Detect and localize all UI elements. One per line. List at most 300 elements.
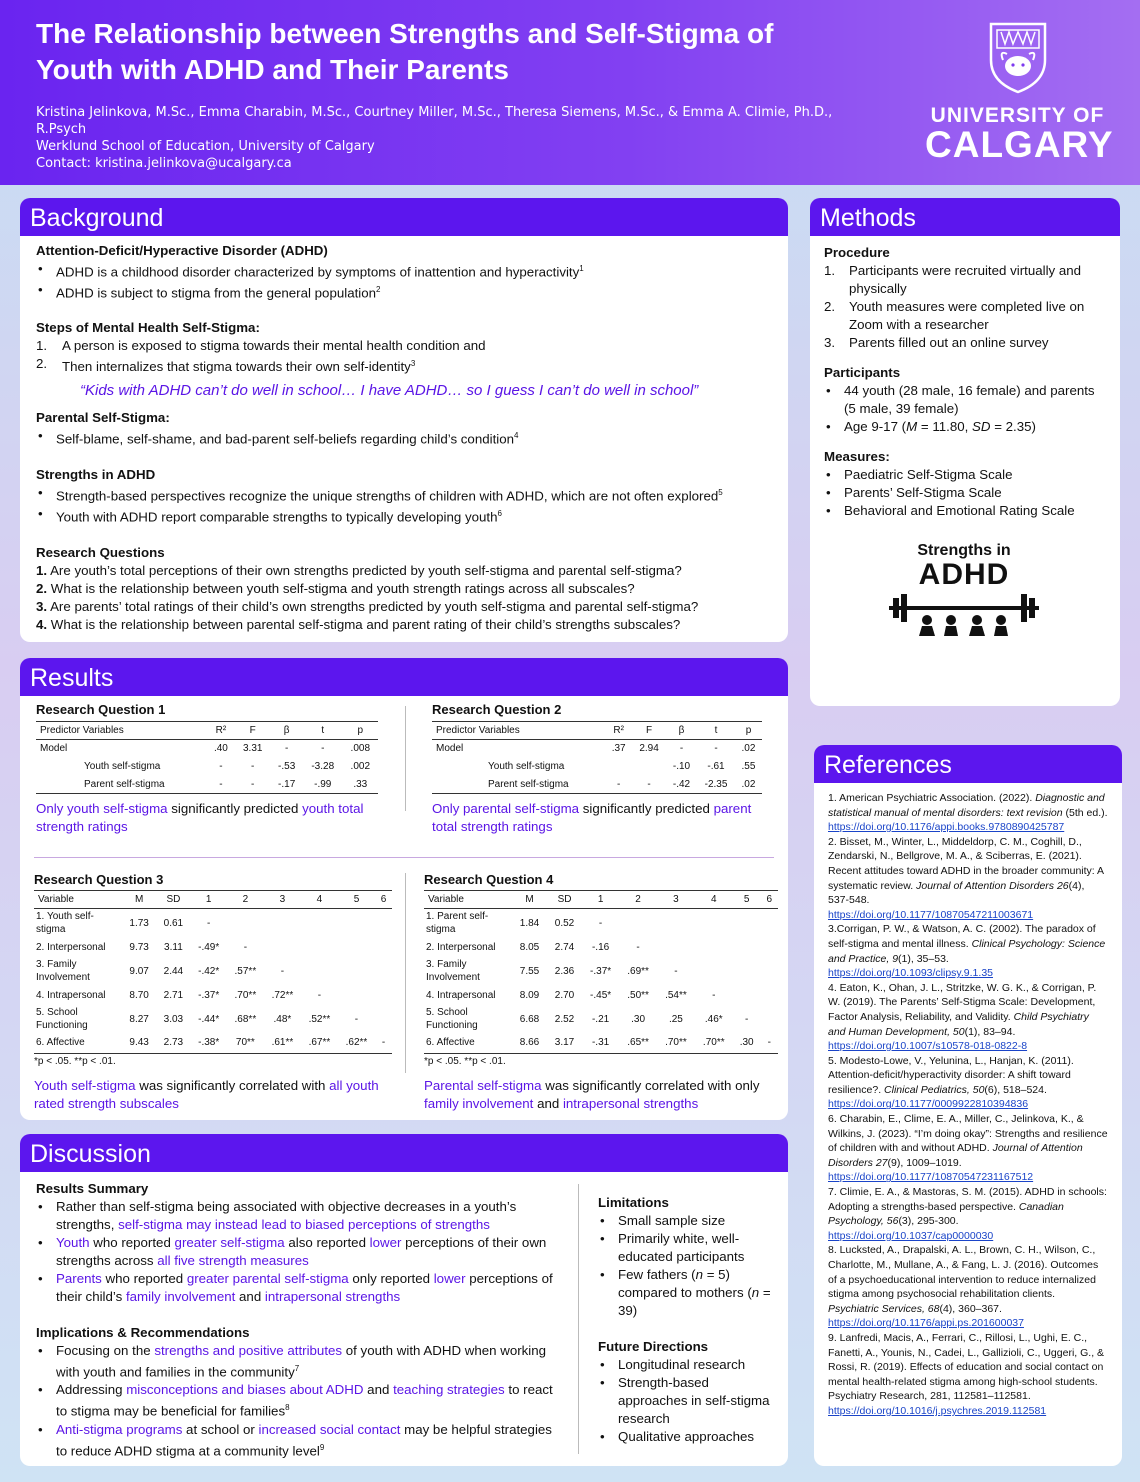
table-cell: .55 bbox=[741, 761, 756, 772]
reference-link[interactable]: https://doi.org/10.1093/clipsy.9.1.35 bbox=[828, 967, 993, 980]
table-cell bbox=[375, 1005, 392, 1033]
table-row bbox=[432, 758, 762, 776]
table-header-cell: t bbox=[303, 722, 343, 740]
background-heading: Background bbox=[20, 198, 788, 236]
table-header-cell: F bbox=[235, 722, 270, 740]
table-cell: - bbox=[714, 743, 718, 755]
table-header-cell: p bbox=[343, 722, 378, 740]
table-row bbox=[36, 776, 378, 794]
table-cell bbox=[301, 909, 338, 938]
table-cell: - bbox=[317, 989, 322, 1001]
table-cell: .62** bbox=[345, 1037, 368, 1049]
table-cell bbox=[375, 957, 392, 985]
table-cell: 7.55 bbox=[519, 965, 540, 977]
table-row bbox=[424, 937, 778, 957]
table-cell bbox=[657, 909, 695, 938]
table-cell bbox=[761, 937, 778, 957]
reference-item: 4. Eaton, K., Ohan, J. L., Stritzke, W. G. K., & Corrigan, P. W. (2019). The Parents’ Self-Stigma Scale: Development, Factor Analysis, Reliability, and Validity. Child Psychiatry and Human Development, 50(1), 83–94. https://doi.org/10.1007/s10578-018-0822-8 bbox=[828, 981, 1097, 1053]
contact: Contact: kristina.jelinkova@ucalgary.ca bbox=[36, 156, 292, 171]
table-row bbox=[34, 985, 392, 1005]
table-cell: .54** bbox=[665, 989, 687, 1001]
table-header-cell: R² bbox=[605, 722, 632, 740]
rq1-summary: Only youth self-stigma significantly predicted youth total strength ratings bbox=[36, 801, 364, 834]
table-cell bbox=[761, 909, 778, 938]
table-cell: - bbox=[284, 743, 289, 755]
table-cell: -.42* bbox=[198, 965, 220, 977]
table-cell: - bbox=[647, 778, 651, 790]
reference-item: 3.Corrigan, P. W., & Watson, A. C. (2002). The paradox of self-stigma and mental illness. Clinical Psychology: Science and Practice, 9(1), 35–53. https://doi.org/10.1093/clipsy.9.1.35 bbox=[828, 923, 1106, 980]
table-cell: .52** bbox=[308, 1013, 331, 1025]
list-item: • ADHD is a childhood disorder characterized by symptoms of inattention and hyperactivity$^1$ bbox=[36, 260, 772, 281]
rq1-block bbox=[36, 702, 388, 836]
logo-line2: ADHD bbox=[918, 558, 1010, 591]
rq3-summary: Youth self-stigma was significantly correlated with all youth rated strength subscales bbox=[34, 1077, 379, 1111]
table-cell: - bbox=[381, 1037, 386, 1049]
table-cell: .61** bbox=[271, 1037, 294, 1049]
affiliation: Werklund School of Education, University of Calgary bbox=[36, 139, 375, 154]
table-cell: .002 bbox=[350, 761, 371, 772]
table-cell: - bbox=[598, 917, 603, 929]
table-cell: - bbox=[207, 917, 211, 929]
rq4-block bbox=[424, 872, 784, 1113]
table-header-row bbox=[424, 891, 778, 909]
list-item: • Behavioral and Emotional Rating Scale bbox=[824, 502, 1104, 520]
table-header-cell: 5 bbox=[733, 891, 761, 909]
table-cell: .46* bbox=[704, 1013, 723, 1025]
table-cell bbox=[605, 758, 632, 776]
table-row bbox=[36, 758, 378, 776]
table-row bbox=[36, 740, 378, 758]
references-heading: References bbox=[814, 745, 1122, 783]
table-cell bbox=[733, 909, 761, 938]
reference-item: 8. Lucksted, A., Drapalski, A. L., Brown, C. H., Wilson, C., Charlotte, M., Mullane, A., & Fang, L. J. (2016). Outcomes of a psychoeducational intervention to reduce internalized stigma among psychosocial rehabilitation clients. Psychiatric Services, 68(4), 360–367. https://doi.org/10.1176/appi.ps.201600037 bbox=[828, 1244, 1099, 1330]
table-cell: 5. School Functioning bbox=[36, 1007, 88, 1031]
rq2-block bbox=[432, 702, 772, 836]
reference-item: 5. Modesto-Lowe, V., Yelunina, L., Hanjan, K. (2011). Attention-deficit/hyperactivity disorder: A shift toward resilience?. Clinical Pediatrics, 50(6), 518–524. https://doi.org/10.1177/0009922810394836 bbox=[828, 1054, 1074, 1111]
table-cell: - bbox=[280, 965, 285, 977]
rq1-title: Research Question 1 bbox=[36, 702, 166, 717]
table-header-row bbox=[34, 891, 392, 909]
university-name-line1: UNIVERSITY OF bbox=[930, 104, 1105, 127]
table-cell: .57** bbox=[234, 965, 257, 977]
list-item: • Parents’ Self-Stigma Scale bbox=[824, 484, 1104, 502]
list-item: • Small sample size bbox=[598, 1212, 780, 1230]
table-header-row bbox=[432, 722, 762, 740]
research-question: 3. Are parents’ total ratings of their child’s own strengths predicted by youth self-stigma and parental self-stigma? bbox=[36, 598, 699, 614]
rq3-table bbox=[34, 890, 392, 1054]
table-cell: 8.66 bbox=[519, 1037, 540, 1049]
table-cell: .40 bbox=[213, 743, 228, 755]
table-cell: 6.68 bbox=[519, 1013, 540, 1025]
strengths-title: Strengths in ADHD bbox=[36, 466, 156, 482]
table-cell: - bbox=[251, 761, 255, 772]
table-header-cell: p bbox=[735, 722, 762, 740]
table-row bbox=[34, 909, 392, 938]
table-cell: .70** bbox=[234, 989, 257, 1001]
research-questions-title: Research Questions bbox=[36, 544, 165, 560]
table-row bbox=[424, 909, 778, 938]
table-cell: .30 bbox=[631, 1013, 646, 1025]
divider bbox=[405, 706, 406, 811]
rq4-table bbox=[424, 890, 778, 1054]
table-cell: 9.73 bbox=[129, 941, 149, 953]
table-row bbox=[432, 776, 762, 794]
table-cell: - bbox=[679, 743, 684, 755]
table-cell bbox=[375, 909, 392, 938]
table-cell: -.10 bbox=[672, 761, 691, 772]
table-header-cell: 1 bbox=[582, 891, 619, 909]
poster-header bbox=[0, 0, 1140, 185]
divider bbox=[578, 1184, 579, 1454]
table-cell: .33 bbox=[353, 778, 368, 790]
table-header-cell: F bbox=[632, 722, 666, 740]
list-item: • Longitudinal research bbox=[598, 1356, 780, 1374]
rq3-block bbox=[34, 872, 396, 1113]
table-cell: 2.44 bbox=[163, 965, 184, 977]
table-header-cell: Predictor Variables bbox=[36, 722, 207, 740]
table-cell: 5. School Functioning bbox=[426, 1007, 478, 1031]
reference-link[interactable]: https://doi.org/10.1177/10870547231167512 bbox=[828, 1171, 1034, 1184]
rq4-note: *p < .05. **p < .01. bbox=[424, 1055, 506, 1067]
table-row bbox=[424, 985, 778, 1005]
table-header-cell: Variable bbox=[424, 891, 512, 909]
table-cell: -.44* bbox=[198, 1013, 220, 1025]
list-item: • Self-blame, self-shame, and bad-parent self-beliefs regarding child’s condition$^4$ bbox=[36, 427, 772, 448]
table-cell: Parent self-stigma bbox=[488, 778, 569, 790]
list-item: • Primarily white, well-educated participants bbox=[598, 1230, 780, 1266]
reference-link[interactable]: https://doi.org/10.1176/appi.ps.201600037 bbox=[828, 1317, 1024, 1330]
adhd-title: Attention-Deficit/Hyperactive Disorder (ADHD) bbox=[36, 243, 328, 258]
table-cell: -.45* bbox=[590, 989, 612, 1001]
future-directions-title: Future Directions bbox=[598, 1339, 709, 1354]
table-cell: .72** bbox=[271, 989, 294, 1001]
discussion-panel bbox=[20, 1134, 788, 1466]
quote: “Kids with ADHD can’t do well in school… I have ADHD… so I guess I can’t do well in school” bbox=[80, 382, 699, 400]
table-cell: - bbox=[712, 989, 716, 1001]
list-item: • Qualitative approaches bbox=[598, 1428, 780, 1446]
list-item: • Anti-stigma programs at school or increased social contact may be helpful strategies to reduce ADHD stigma at a community level$^9$ bbox=[36, 1421, 554, 1460]
table-cell bbox=[733, 937, 761, 957]
table-header-cell: 4 bbox=[695, 891, 733, 909]
list-item: • Rather than self-stigma being associated with objective decreases in a youth’s strengths, self-stigma may instead lead to biased perceptions of strengths bbox=[36, 1198, 554, 1234]
table-cell: - bbox=[219, 778, 223, 790]
rq4-title: Research Question 4 bbox=[424, 872, 554, 887]
table-cell bbox=[619, 909, 657, 938]
table-cell bbox=[733, 957, 761, 985]
reference-item: 6. Charabin, E., Clime, E. A., Miller, C., Jelinkova, K., & Wilkins, J. (2023). “I’m doing okay”: Strengths and resilience of children with and without ADHD. Journal of Attention Disorders 27(9), 1009–1019. https://doi.org/10.1177/10870547231167512 bbox=[828, 1113, 1108, 1184]
table-cell: 2.52 bbox=[554, 1013, 575, 1025]
table-cell: -.42 bbox=[672, 778, 691, 790]
table-cell: 8.27 bbox=[129, 1013, 149, 1025]
table-cell: - bbox=[636, 941, 640, 953]
table-cell: 1. Youth self-stigma bbox=[36, 911, 94, 935]
table-row bbox=[424, 1005, 778, 1033]
table-cell bbox=[761, 1005, 778, 1033]
table-row bbox=[34, 1033, 392, 1053]
table-cell: 6. Affective bbox=[426, 1037, 475, 1049]
table-cell bbox=[227, 909, 264, 938]
table-cell bbox=[301, 957, 338, 985]
table-cell: -.31 bbox=[591, 1037, 610, 1049]
table-cell: .68** bbox=[234, 1013, 257, 1025]
table-header-cell: 1 bbox=[191, 891, 227, 909]
reference-link[interactable]: https://doi.org/10.1176/appi.books.9780890425787 bbox=[828, 821, 1065, 834]
reference-item: 9. Lanfredi, Macis, A., Ferrari, C., Rillosi, L., Ughi, E. C., Fanetti, A., Younis, N., Cadei, L., Gallizioli, C., Uggeri, G., & Rossi, R. (2019). Effects of education and social contact on mental health-related stigma among high-school students. Psychiatry Research, 281, 112581–112581. https://doi.org/10.1016/j.psychres.2019.112581 bbox=[828, 1331, 1105, 1417]
reference-link[interactable]: https://doi.org/10.1177/10870547211003671 bbox=[828, 908, 1034, 921]
table-cell bbox=[338, 957, 375, 985]
reference-link[interactable]: https://doi.org/10.1007/s10578-018-0822-8 bbox=[828, 1040, 1028, 1053]
table-cell: 6. Affective bbox=[36, 1037, 85, 1049]
table-row bbox=[424, 1033, 778, 1053]
table-cell: 0.52 bbox=[554, 917, 575, 929]
table-cell: -.53 bbox=[278, 761, 296, 772]
table-cell: 8.70 bbox=[129, 989, 149, 1001]
table-cell: 3.11 bbox=[164, 941, 183, 953]
table-cell bbox=[632, 758, 666, 776]
research-question: 2. What is the relationship between youth self-stigma and youth strength ratings across all subscales? bbox=[36, 580, 635, 596]
table-cell: 3. Family Involvement bbox=[426, 959, 480, 983]
table-header-cell: β bbox=[666, 722, 697, 740]
table-cell: - bbox=[243, 941, 248, 953]
list-item: • Strength-based approaches in self-stigma research bbox=[598, 1374, 780, 1428]
discussion-heading: Discussion bbox=[20, 1134, 788, 1172]
table-row bbox=[424, 957, 778, 985]
table-header-cell: t bbox=[697, 722, 735, 740]
list-item: 2. Youth measures were completed live on Zoom with a researcher bbox=[824, 299, 1085, 332]
table-header-cell: 5 bbox=[338, 891, 375, 909]
table-cell: 3.31 bbox=[242, 743, 263, 755]
table-header-cell: 6 bbox=[375, 891, 392, 909]
table-cell bbox=[338, 909, 375, 938]
measures-list bbox=[824, 466, 1104, 520]
table-header-cell: R² bbox=[207, 722, 235, 740]
table-cell: 2.71 bbox=[163, 989, 184, 1001]
list-item: 1. Participants were recruited virtually and physically bbox=[824, 263, 1082, 296]
table-cell: 9.43 bbox=[129, 1037, 149, 1049]
table-cell: .02 bbox=[741, 743, 756, 755]
table-cell bbox=[338, 937, 375, 957]
table-cell: .69** bbox=[627, 965, 649, 977]
table-row bbox=[34, 957, 392, 985]
list-item: • Youth who reported greater self-stigma also reported lower perceptions of their own strengths across all five strength measures bbox=[36, 1234, 554, 1270]
rq4-summary: Parental self-stigma was significantly correlated with only family involvement and intrapersonal strengths bbox=[424, 1077, 760, 1111]
table-cell bbox=[761, 957, 778, 985]
background-panel bbox=[20, 198, 788, 642]
logo-line1: Strengths in bbox=[917, 542, 1011, 559]
table-cell bbox=[375, 937, 392, 957]
table-cell bbox=[375, 985, 392, 1005]
table-header-cell: 4 bbox=[301, 891, 338, 909]
table-cell: Youth self-stigma bbox=[84, 761, 161, 772]
results-panel bbox=[20, 658, 788, 1120]
table-cell: -.16 bbox=[591, 941, 610, 953]
table-cell bbox=[733, 985, 761, 1005]
table-cell: .37 bbox=[611, 743, 626, 755]
table-cell: -.17 bbox=[278, 778, 296, 790]
table-cell: 1.73 bbox=[129, 917, 149, 929]
divider bbox=[405, 873, 406, 1073]
limitations-title: Limitations bbox=[598, 1195, 669, 1210]
table-cell: 2.70 bbox=[554, 989, 575, 1001]
table-cell: 2.36 bbox=[554, 965, 575, 977]
table-cell: 1.84 bbox=[519, 917, 540, 929]
table-cell bbox=[695, 909, 733, 938]
procedure-title: Procedure bbox=[824, 245, 890, 260]
list-item: • Focusing on the strengths and positive attributes of youth with ADHD when working with youth and families in the community$^7$ bbox=[36, 1342, 554, 1381]
steps-title: Steps of Mental Health Self-Stigma: bbox=[36, 319, 260, 335]
table-cell: - bbox=[616, 778, 621, 790]
table-cell: 2. Interpersonal bbox=[36, 941, 106, 953]
table-cell bbox=[264, 909, 301, 938]
parental-title: Parental Self-Stigma: bbox=[36, 410, 170, 426]
table-cell: 8.09 bbox=[519, 989, 540, 1001]
table-cell: -.61 bbox=[707, 761, 725, 772]
rq3-note: *p < .05. **p < .01. bbox=[34, 1055, 116, 1067]
table-cell: 2.74 bbox=[554, 941, 575, 953]
list-item: • Youth with ADHD report comparable strengths to typically developing youth$^6$ bbox=[36, 505, 772, 526]
list-item: • Few fathers (n = 5) compared to mothers (n = 39) bbox=[598, 1266, 780, 1320]
divider bbox=[34, 857, 774, 858]
list-item: 2. Then internalizes that stigma towards their own self-identity$^3$ bbox=[36, 355, 416, 375]
table-cell bbox=[761, 985, 778, 1005]
table-cell: 8.05 bbox=[519, 941, 540, 953]
table-header-row bbox=[36, 722, 378, 740]
table-cell: - bbox=[321, 743, 325, 755]
table-cell: -2.35 bbox=[704, 778, 728, 790]
table-header-cell: 3 bbox=[657, 891, 695, 909]
table-cell bbox=[301, 937, 338, 957]
table-header-cell: 2 bbox=[619, 891, 657, 909]
measures-title: Measures: bbox=[824, 449, 890, 464]
rq2-table bbox=[432, 721, 762, 794]
table-cell: .50** bbox=[627, 989, 649, 1001]
table-cell: Youth self-stigma bbox=[488, 761, 565, 772]
author-block bbox=[36, 104, 836, 172]
references-panel bbox=[814, 745, 1122, 1466]
table-cell: 3.17 bbox=[554, 1037, 575, 1049]
table-cell bbox=[695, 957, 733, 985]
table-row bbox=[34, 937, 392, 957]
list-item: • Paediatric Self-Stigma Scale bbox=[824, 466, 1104, 484]
table-header-cell: M bbox=[122, 891, 156, 909]
table-cell bbox=[264, 937, 301, 957]
table-row bbox=[34, 1005, 392, 1033]
table-cell: .48* bbox=[273, 1013, 292, 1025]
crest-icon bbox=[987, 20, 1049, 94]
table-cell: Parent self-stigma bbox=[84, 778, 165, 790]
table-header-cell: M bbox=[512, 891, 547, 909]
table-cell: Model bbox=[40, 743, 68, 755]
table-cell bbox=[695, 937, 733, 957]
table-cell: 70** bbox=[235, 1037, 255, 1049]
results-summary-title: Results Summary bbox=[36, 1181, 149, 1196]
table-cell: .008 bbox=[350, 743, 371, 755]
rq2-title: Research Question 2 bbox=[432, 702, 562, 717]
table-cell: .25 bbox=[668, 1013, 683, 1025]
table-cell: .70** bbox=[665, 1037, 687, 1049]
participants-title: Participants bbox=[824, 365, 901, 380]
table-cell: -.37* bbox=[198, 989, 220, 1001]
table-cell: - bbox=[744, 1013, 749, 1025]
table-cell: 0.61 bbox=[163, 917, 184, 929]
table-cell: 3. Family Involvement bbox=[36, 959, 90, 983]
rq1-table bbox=[36, 721, 378, 794]
methods-heading: Methods bbox=[810, 198, 1120, 236]
research-question: 4. What is the relationship between parental self-stigma and parent rating of their child’s strengths subscales? bbox=[36, 616, 681, 632]
table-cell bbox=[338, 985, 375, 1005]
reference-link[interactable]: https://doi.org/10.1177/0009922810394836 bbox=[828, 1098, 1029, 1111]
authors: Kristina Jelinkova, M.Sc., Emma Charabin, M.Sc., Courtney Miller, M.Sc., Theresa Siemens, M.Sc., & Emma A. Climie, Ph.D., R.Psych bbox=[36, 105, 833, 137]
list-item: 3. Parents filled out an online survey bbox=[824, 335, 1049, 350]
reference-item: 1. American Psychiatric Association. (2022). Diagnostic and statistical manual of mental disorders: text revision (5th ed.). https://doi.org/10.1176/appi.books.9780890425787 bbox=[828, 792, 1108, 834]
table-cell: -.21 bbox=[591, 1013, 610, 1025]
rq2-summary: Only parental self-stigma significantly predicted parent total strength ratings bbox=[432, 801, 752, 834]
table-cell: 4. Intrapersonal bbox=[426, 989, 496, 1001]
table-row bbox=[432, 740, 762, 758]
results-heading: Results bbox=[20, 658, 788, 696]
list-item: • Strength-based perspectives recognize the unique strengths of children with ADHD, which are not often explored$^5$ bbox=[36, 484, 772, 505]
table-cell: - bbox=[354, 1013, 359, 1025]
table-cell bbox=[657, 937, 695, 957]
table-header-cell: 2 bbox=[227, 891, 264, 909]
research-question: 1. Are youth’s total perceptions of their own strengths predicted by youth self-stigma and parental self-stigma? bbox=[36, 562, 682, 578]
list-item: • Age 9-17 (M = 11.80, SD = 2.35) bbox=[824, 418, 1104, 436]
table-cell: -.99 bbox=[314, 778, 332, 790]
list-item: • ADHD is subject to stigma from the general population$^2$ bbox=[36, 281, 772, 302]
university-logo bbox=[925, 20, 1114, 165]
table-header-cell: SD bbox=[156, 891, 190, 909]
table-cell: 2. Interpersonal bbox=[426, 941, 496, 953]
procedure-list bbox=[824, 262, 1104, 352]
table-header-cell: β bbox=[270, 722, 303, 740]
table-cell: 9.07 bbox=[129, 965, 149, 977]
table-cell: 2.73 bbox=[163, 1037, 184, 1049]
list-item: 1. A person is exposed to stigma towards their mental health condition and bbox=[36, 337, 486, 353]
table-cell: Model bbox=[436, 743, 464, 755]
list-item: • Parents who reported greater parental self-stigma only reported lower perceptions of their child’s family involvement and intrapersonal strengths bbox=[36, 1270, 554, 1306]
reference-link[interactable]: https://doi.org/10.1037/cap0000030 bbox=[828, 1229, 994, 1242]
methods-panel bbox=[810, 198, 1120, 706]
rq3-title: Research Question 3 bbox=[34, 872, 164, 887]
table-cell: -.37* bbox=[590, 965, 612, 977]
list-item: • 44 youth (28 male, 16 female) and parents (5 male, 39 female) bbox=[824, 382, 1104, 418]
table-header-cell: Variable bbox=[34, 891, 122, 909]
list-item: • Addressing misconceptions and biases about ADHD and teaching strategies to react to stigma may be beneficial for families$^8$ bbox=[36, 1381, 554, 1420]
table-cell: -.38* bbox=[198, 1037, 220, 1049]
table-cell: -3.28 bbox=[311, 761, 335, 772]
reference-link[interactable]: https://doi.org/10.1016/j.psychres.2019.112581 bbox=[828, 1404, 1047, 1417]
table-cell: 1. Parent self-stigma bbox=[426, 911, 489, 935]
table-cell: - bbox=[767, 1037, 771, 1049]
table-header-cell: Predictor Variables bbox=[432, 722, 605, 740]
table-cell: - bbox=[251, 778, 255, 790]
strengths-adhd-logo bbox=[889, 542, 1039, 645]
table-header-cell: 3 bbox=[264, 891, 301, 909]
table-cell: 3.03 bbox=[163, 1013, 184, 1025]
table-cell: .65** bbox=[627, 1037, 649, 1049]
table-cell: 2.94 bbox=[639, 743, 659, 755]
table-cell: -.49* bbox=[198, 941, 220, 953]
table-header-cell: 6 bbox=[761, 891, 778, 909]
implications-title: Implications & Recommendations bbox=[36, 1325, 250, 1340]
table-cell: - bbox=[219, 761, 223, 772]
barbell-kids-icon bbox=[889, 590, 1039, 640]
poster-title: The Relationship between Strengths and Self-Stigma of Youth with ADHD and Their Parents bbox=[36, 18, 774, 85]
table-cell: .70** bbox=[702, 1037, 725, 1049]
table-cell: 4. Intrapersonal bbox=[36, 989, 106, 1001]
table-header-cell: SD bbox=[547, 891, 582, 909]
reference-item: 7. Climie, E. A., & Mastoras, S. M. (2015). ADHD in schools: Adopting a strengths-based perspective. Canadian Psychology, 56(3), 295-300. https://doi.org/10.1037/cap0000030 bbox=[828, 1186, 1107, 1242]
